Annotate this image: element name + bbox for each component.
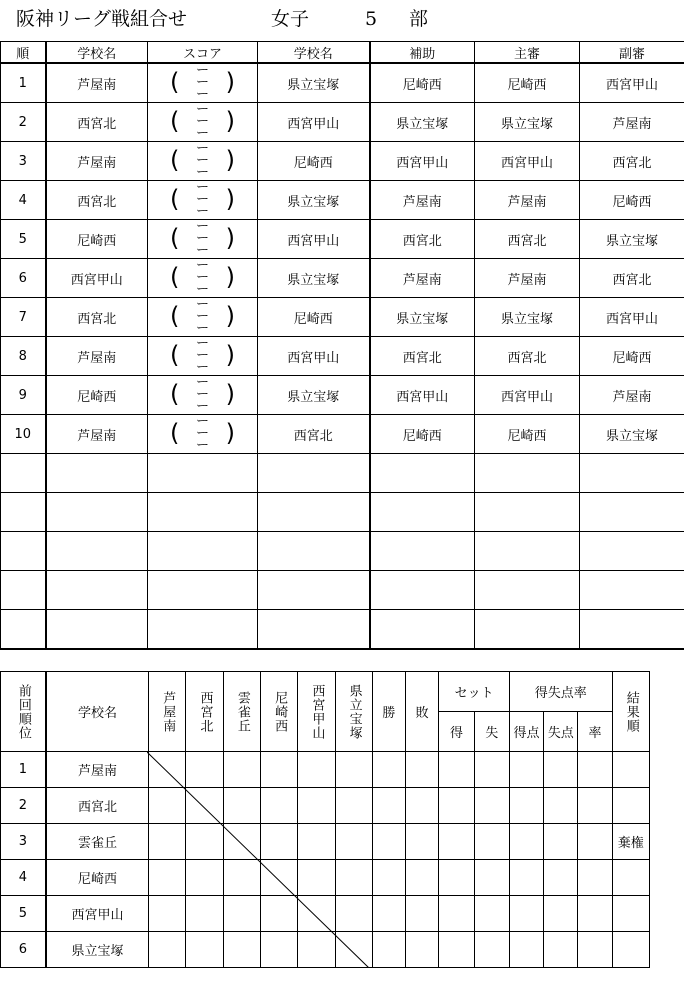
standings-cell	[406, 860, 439, 896]
standings-cell	[223, 788, 260, 824]
standings-cell	[509, 896, 543, 932]
standings-cell	[509, 860, 543, 896]
match-school-b: 県立宝塚	[258, 181, 370, 220]
standings-cell	[544, 896, 578, 932]
match-row	[1, 142, 684, 181]
paren-left: (	[170, 419, 180, 447]
paren-left: (	[170, 302, 180, 330]
standings-row	[1, 752, 650, 788]
standings-cell	[298, 860, 335, 896]
header-school-b: 学校名	[258, 42, 370, 64]
standings-cell	[186, 896, 223, 932]
match-empty-row	[1, 493, 684, 532]
match-school-a: 尼崎西	[46, 220, 148, 259]
match-assist: 西宮甲山	[370, 376, 475, 415]
standings-cell	[474, 752, 509, 788]
standings-cell	[149, 788, 186, 824]
standings-cell	[578, 824, 612, 860]
match-sub: 県立宝塚	[580, 220, 684, 259]
match-chief: 芦屋南	[475, 181, 580, 220]
standings-cell	[474, 896, 509, 932]
standings-cell	[372, 824, 405, 860]
standings-cell	[439, 824, 474, 860]
standings-cell	[223, 860, 260, 896]
standings-result	[612, 860, 649, 896]
standings-cell	[260, 752, 297, 788]
match-school-b: 西宮甲山	[258, 103, 370, 142]
standings-school: 雲雀丘	[46, 824, 149, 860]
standings-cell	[335, 752, 372, 788]
paren-right: )	[225, 419, 235, 447]
header-sub-referee: 副審	[580, 42, 684, 64]
standings-cell	[186, 788, 223, 824]
standings-header-row	[1, 672, 650, 712]
match-order: 10	[1, 415, 46, 454]
standings-cell	[544, 752, 578, 788]
match-score	[148, 415, 258, 454]
header-loss: 敗	[406, 672, 439, 752]
standings-cell	[372, 860, 405, 896]
header-chief-referee: 主審	[475, 42, 580, 64]
paren-left: (	[170, 185, 180, 213]
standings-row	[1, 860, 650, 896]
match-order: 3	[1, 142, 46, 181]
match-row	[1, 337, 684, 376]
standings-cell	[298, 788, 335, 824]
standings-cell	[544, 860, 578, 896]
match-chief: 西宮北	[475, 220, 580, 259]
header-pts-for: 得点	[509, 712, 543, 752]
standings-cell	[578, 788, 612, 824]
match-school-a: 西宮北	[46, 103, 148, 142]
standings-cell	[406, 824, 439, 860]
match-school-a: 芦屋南	[46, 142, 148, 181]
match-order: 4	[1, 181, 46, 220]
standings-cell	[298, 896, 335, 932]
match-assist: 西宮甲山	[370, 142, 475, 181]
score-dash: ー ー ー	[195, 63, 210, 102]
paren-right: )	[225, 263, 235, 291]
match-school-a: 芦屋南	[46, 337, 148, 376]
match-chief: 西宮北	[475, 337, 580, 376]
standings-cell	[298, 824, 335, 860]
match-assist: 西宮北	[370, 220, 475, 259]
standings-cell	[439, 896, 474, 932]
header-school: 学校名	[46, 672, 149, 752]
score-dash: ー ー ー	[195, 375, 210, 414]
standings-cell	[509, 932, 543, 968]
standings-cell	[474, 860, 509, 896]
match-school-a: 芦屋南	[46, 63, 148, 103]
standings-cell	[544, 788, 578, 824]
standings-cell	[439, 752, 474, 788]
paren-right: )	[225, 68, 235, 96]
standings-cell	[509, 752, 543, 788]
match-school-b: 西宮北	[258, 415, 370, 454]
match-assist: 芦屋南	[370, 259, 475, 298]
standings-cell	[509, 824, 543, 860]
standings-cell	[223, 932, 260, 968]
standings-rank: 1	[1, 752, 46, 788]
match-empty-row	[1, 454, 684, 493]
match-school-b: 西宮甲山	[258, 220, 370, 259]
header-score: スコア	[148, 42, 258, 64]
standings-row	[1, 788, 650, 824]
header-opp-0: 芦屋南	[149, 672, 186, 752]
header-set: セット	[439, 672, 510, 712]
header-result: 結果順	[612, 672, 649, 752]
paren-right: )	[225, 107, 235, 135]
paren-right: )	[225, 302, 235, 330]
title-number: 5	[365, 8, 378, 30]
match-order: 1	[1, 63, 46, 103]
paren-right: )	[225, 224, 235, 252]
match-chief: 西宮甲山	[475, 142, 580, 181]
standings-cell	[544, 932, 578, 968]
match-school-a: 尼崎西	[46, 376, 148, 415]
standings-school: 尼崎西	[46, 860, 149, 896]
standings-cell	[149, 860, 186, 896]
match-score	[148, 103, 258, 142]
match-school-b: 県立宝塚	[258, 376, 370, 415]
match-order: 6	[1, 259, 46, 298]
match-row	[1, 376, 684, 415]
match-chief: 県立宝塚	[475, 103, 580, 142]
standings-cell	[335, 860, 372, 896]
paren-right: )	[225, 185, 235, 213]
match-chief: 県立宝塚	[475, 298, 580, 337]
standings-cell	[372, 788, 405, 824]
standings-rank: 5	[1, 896, 46, 932]
match-empty-row	[1, 532, 684, 571]
match-score	[148, 181, 258, 220]
standings-table	[0, 671, 650, 968]
standings-cell	[335, 896, 372, 932]
match-score	[148, 142, 258, 181]
standings-cell	[186, 824, 223, 860]
match-row	[1, 63, 684, 103]
paren-left: (	[170, 146, 180, 174]
standings-school: 西宮甲山	[46, 896, 149, 932]
standings-result	[612, 788, 649, 824]
match-school-b: 西宮甲山	[258, 337, 370, 376]
paren-left: (	[170, 68, 180, 96]
standings-cell	[372, 752, 405, 788]
match-sub: 西宮北	[580, 259, 684, 298]
header-points: 得失点率	[509, 672, 612, 712]
standings-rank: 2	[1, 788, 46, 824]
match-row	[1, 103, 684, 142]
standings-row	[1, 932, 650, 968]
standings-result	[612, 896, 649, 932]
match-chief: 芦屋南	[475, 259, 580, 298]
standings-cell	[335, 788, 372, 824]
standings-school: 県立宝塚	[46, 932, 149, 968]
match-order: 9	[1, 376, 46, 415]
match-table	[0, 41, 684, 650]
paren-left: (	[170, 224, 180, 252]
paren-left: (	[170, 341, 180, 369]
match-empty-row	[1, 610, 684, 650]
standings-cell	[260, 932, 297, 968]
standings-cell	[149, 752, 186, 788]
match-header-row	[1, 42, 684, 64]
standings-cell	[372, 932, 405, 968]
match-assist: 県立宝塚	[370, 298, 475, 337]
standings-cell	[223, 896, 260, 932]
standings-row	[1, 896, 650, 932]
standings-cell	[439, 932, 474, 968]
match-row	[1, 298, 684, 337]
match-sub: 芦屋南	[580, 103, 684, 142]
standings-cell	[223, 824, 260, 860]
standings-cell	[474, 788, 509, 824]
standings-cell	[260, 788, 297, 824]
match-school-b: 尼崎西	[258, 142, 370, 181]
match-assist: 県立宝塚	[370, 103, 475, 142]
standings-cell	[509, 788, 543, 824]
standings-cell	[335, 824, 372, 860]
standings-cell	[578, 896, 612, 932]
match-school-b: 県立宝塚	[258, 63, 370, 103]
standings-result: 棄権	[612, 824, 649, 860]
paren-right: )	[225, 380, 235, 408]
header-opp-1: 西宮北	[186, 672, 223, 752]
standings-cell	[298, 752, 335, 788]
standings-school: 西宮北	[46, 788, 149, 824]
match-assist: 尼崎西	[370, 415, 475, 454]
title-division: 女子	[271, 8, 310, 30]
standings-cell	[544, 824, 578, 860]
standings-cell	[406, 788, 439, 824]
match-sub: 県立宝塚	[580, 415, 684, 454]
header-opp-4: 西宮甲山	[298, 672, 335, 752]
standings-cell	[223, 752, 260, 788]
standings-cell	[186, 932, 223, 968]
match-row	[1, 415, 684, 454]
standings-cell	[439, 788, 474, 824]
standings-cell	[578, 860, 612, 896]
standings-row	[1, 824, 650, 860]
score-dash: ー ー ー	[195, 297, 210, 336]
standings-cell	[578, 752, 612, 788]
match-score	[148, 337, 258, 376]
header-rate: 率	[578, 712, 612, 752]
match-school-b: 県立宝塚	[258, 259, 370, 298]
paren-left: (	[170, 380, 180, 408]
standings-cell	[186, 752, 223, 788]
header-set-against: 失	[474, 712, 509, 752]
page-title	[16, 4, 428, 31]
match-score	[148, 376, 258, 415]
standings-cell	[474, 824, 509, 860]
match-assist: 西宮北	[370, 337, 475, 376]
match-chief: 西宮甲山	[475, 376, 580, 415]
title-main: 阪神リーグ戦組合せ	[16, 8, 188, 30]
match-score	[148, 220, 258, 259]
match-sub: 尼崎西	[580, 337, 684, 376]
standings-cell	[149, 896, 186, 932]
standings-cell	[260, 824, 297, 860]
match-school-a: 西宮北	[46, 181, 148, 220]
standings-cell	[149, 932, 186, 968]
standings-cell	[406, 752, 439, 788]
standings-cell	[406, 896, 439, 932]
match-order: 5	[1, 220, 46, 259]
score-dash: ー ー ー	[195, 141, 210, 180]
standings-cell	[149, 824, 186, 860]
standings-rank: 6	[1, 932, 46, 968]
header-order: 順	[1, 42, 46, 64]
header-opp-5: 県立宝塚	[335, 672, 372, 752]
match-empty-row	[1, 571, 684, 610]
match-sub: 芦屋南	[580, 376, 684, 415]
header-pts-against: 失点	[544, 712, 578, 752]
match-sub: 西宮北	[580, 142, 684, 181]
match-sub: 西宮甲山	[580, 298, 684, 337]
header-opp-3: 尼崎西	[260, 672, 297, 752]
match-school-b: 尼崎西	[258, 298, 370, 337]
match-score	[148, 63, 258, 103]
match-order: 8	[1, 337, 46, 376]
match-row	[1, 220, 684, 259]
paren-left: (	[170, 107, 180, 135]
match-school-a: 西宮北	[46, 298, 148, 337]
match-order: 7	[1, 298, 46, 337]
header-set-for: 得	[439, 712, 474, 752]
match-row	[1, 181, 684, 220]
header-prev-rank: 前回順位	[1, 672, 46, 752]
header-opp-2: 雲雀丘	[223, 672, 260, 752]
header-assist: 補助	[370, 42, 475, 64]
match-order: 2	[1, 103, 46, 142]
score-dash: ー ー ー	[195, 219, 210, 258]
standings-cell	[186, 860, 223, 896]
match-chief: 尼崎西	[475, 415, 580, 454]
match-row	[1, 259, 684, 298]
standings-result	[612, 932, 649, 968]
match-school-a: 西宮甲山	[46, 259, 148, 298]
standings-cell	[406, 932, 439, 968]
match-sub: 西宮甲山	[580, 63, 684, 103]
standings-rank: 4	[1, 860, 46, 896]
paren-left: (	[170, 263, 180, 291]
standings-cell	[335, 932, 372, 968]
paren-right: )	[225, 341, 235, 369]
score-dash: ー ー ー	[195, 336, 210, 375]
standings-result	[612, 752, 649, 788]
standings-cell	[260, 860, 297, 896]
score-dash: ー ー ー	[195, 180, 210, 219]
header-school-a: 学校名	[46, 42, 148, 64]
score-dash: ー ー ー	[195, 258, 210, 297]
match-chief: 尼崎西	[475, 63, 580, 103]
score-dash: ー ー ー	[195, 102, 210, 141]
standings-cell	[260, 896, 297, 932]
title-suffix: 部	[409, 8, 429, 30]
standings-cell	[372, 896, 405, 932]
standings-school: 芦屋南	[46, 752, 149, 788]
standings-cell	[578, 932, 612, 968]
match-assist: 芦屋南	[370, 181, 475, 220]
score-dash: ー ー ー	[195, 414, 210, 453]
standings-cell	[298, 932, 335, 968]
match-school-a: 芦屋南	[46, 415, 148, 454]
match-assist: 尼崎西	[370, 63, 475, 103]
standings-rank: 3	[1, 824, 46, 860]
match-sub: 尼崎西	[580, 181, 684, 220]
paren-right: )	[225, 146, 235, 174]
header-win: 勝	[372, 672, 405, 752]
match-score	[148, 259, 258, 298]
standings-cell	[474, 932, 509, 968]
standings-cell	[439, 860, 474, 896]
match-score	[148, 298, 258, 337]
